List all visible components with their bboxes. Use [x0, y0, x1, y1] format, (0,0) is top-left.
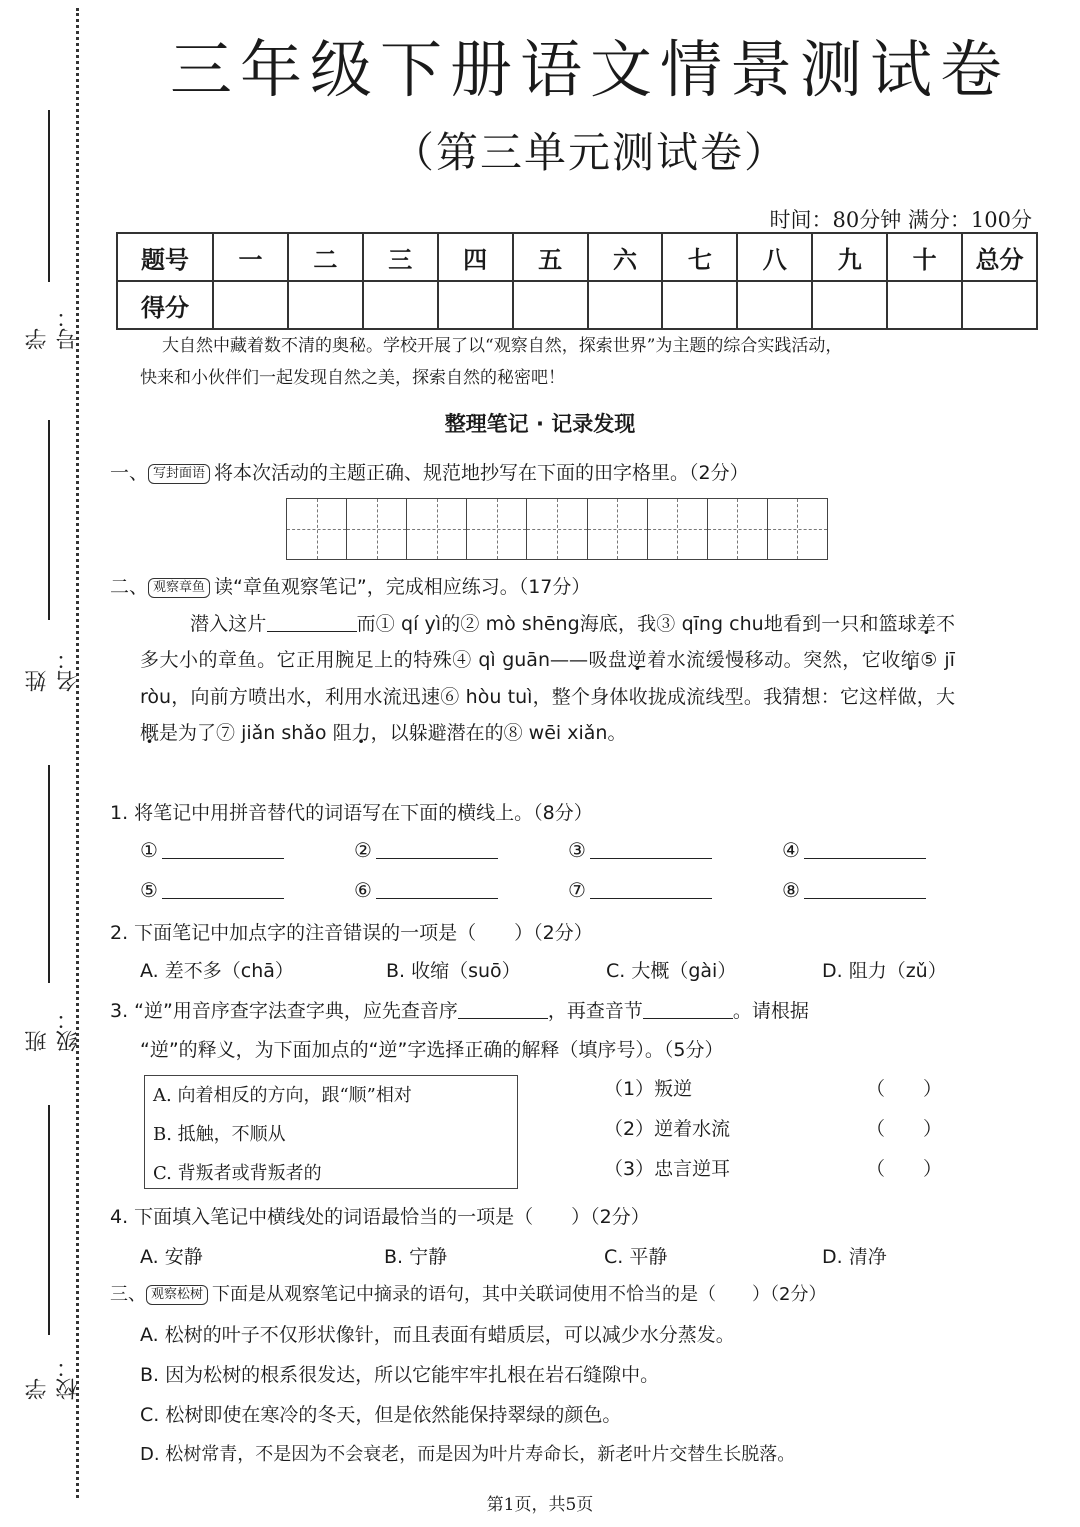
answer-blank[interactable]: [590, 878, 712, 899]
option-b[interactable]: B. 因为松树的根系很发达，所以它能牢牢扎根在岩石缝隙中。: [140, 1364, 660, 1386]
answer-mark: ④: [782, 838, 800, 862]
dotted-char: 逆: [627, 649, 648, 672]
question-tag: 观察松树: [146, 1285, 208, 1305]
grid-cell[interactable]: [287, 499, 347, 559]
definition-c: C. 背叛者或背叛者的: [153, 1163, 322, 1184]
score-header-cell: 五: [513, 233, 588, 281]
score-header-cell: 八: [737, 233, 812, 281]
question-1: [110, 458, 749, 485]
score-cell[interactable]: [812, 281, 887, 329]
sub-question-3-line-2: “逆”的释义，为下面加点的“逆”字选择正确的解释（填序号）。（5分）: [140, 1039, 724, 1061]
sub-question-4: 4. 下面填入笔记中横线处的词语最恰当的一项是（ ）（2分）: [110, 1206, 650, 1228]
page-footer: 第1页，共5页: [486, 1495, 594, 1515]
school-line: [48, 1105, 50, 1335]
answer-mark: ①: [140, 838, 158, 862]
question-number: 一、: [110, 462, 149, 484]
answer-mark: ②: [354, 838, 372, 862]
score-cell[interactable]: [288, 281, 363, 329]
answer-line[interactable]: [782, 838, 926, 862]
intro-line-1: 大自然中藏着数不清的奥秘。学校开展了以“观察自然，探索世界”为主题的综合实践活动，: [162, 336, 843, 356]
dotted-char: 力: [351, 722, 371, 745]
option-d[interactable]: D. 清净: [822, 1246, 887, 1268]
option-b[interactable]: B. 收缩（suō）: [386, 960, 521, 982]
question-number: 三、: [110, 1284, 146, 1305]
pinyin: jī ròu: [140, 649, 955, 708]
school-label: 学校：: [25, 1356, 81, 1400]
passage-text: 阻: [326, 722, 352, 745]
student-number-line: [48, 110, 50, 282]
grid-cell[interactable]: [467, 499, 527, 559]
dotted-char: 概: [140, 722, 160, 745]
option-c[interactable]: C. 大概（gài）: [606, 960, 737, 982]
score-row-label: 得分: [117, 281, 213, 329]
passage-blank[interactable]: [267, 611, 357, 632]
score-cell[interactable]: [363, 281, 438, 329]
score-cell[interactable]: [213, 281, 288, 329]
score-table-score-row: [117, 281, 1037, 329]
sub-question-3: [110, 996, 809, 1023]
score-cell[interactable]: [438, 281, 513, 329]
item-3: （3）忠言逆耳: [604, 1158, 731, 1180]
score-header-cell: 四: [438, 233, 513, 281]
question-tag: 观察章鱼: [148, 578, 210, 598]
dotted-char: 缩: [900, 649, 921, 672]
item-1: （1）叛逆: [604, 1078, 693, 1100]
answer-mark: ⑥: [354, 878, 372, 902]
option-b[interactable]: B. 宁静: [384, 1246, 448, 1268]
pinyin: mò shēng: [485, 613, 580, 635]
question-3: [110, 1280, 826, 1306]
passage-text: 潜入这片: [190, 613, 267, 635]
page-title: 三年级下册语文情景测试卷: [169, 33, 1010, 106]
answer-blank[interactable]: [162, 878, 284, 899]
grid-cell[interactable]: [527, 499, 587, 559]
class-line: [48, 765, 50, 983]
score-header-cell: 三: [363, 233, 438, 281]
grid-cell[interactable]: [768, 499, 827, 559]
passage-text: 海底，我③: [579, 613, 682, 635]
pinyin: qì guān: [478, 649, 550, 672]
answer-blank[interactable]: [458, 998, 548, 1019]
passage-text: 而①: [356, 613, 402, 635]
binding-dotted-line: [76, 8, 79, 1498]
question-text: 。请根据: [732, 1000, 809, 1022]
answer-blank[interactable]: [590, 838, 712, 859]
class-label: 班级：: [25, 1008, 81, 1052]
passage-text: ，向前方喷出水，利用水流迅速⑥: [171, 685, 466, 708]
answer-line[interactable]: [354, 838, 498, 862]
pinyin: hòu tuì: [465, 685, 533, 708]
answer-line[interactable]: [140, 838, 284, 862]
answer-mark: ⑤: [140, 878, 158, 902]
question-tag: 写封面语: [148, 464, 210, 484]
tianzige-writing-grid[interactable]: [286, 498, 828, 560]
passage-text: 地看到一只和篮球: [763, 613, 917, 635]
question-text: 读“章鱼观察笔记”，完成相应练习。（17分）: [214, 576, 591, 598]
sub-question-2: 2. 下面笔记中加点字的注音错误的一项是（ ）（2分）: [110, 922, 593, 944]
answer-line[interactable]: [140, 878, 284, 902]
answer-blank[interactable]: [376, 878, 498, 899]
passage-text: ，以躲避潜在的⑧: [370, 722, 529, 745]
pinyin: qīng chu: [681, 613, 764, 635]
score-header-cell: 一: [213, 233, 288, 281]
answer-mark: ⑧: [782, 878, 800, 902]
item-2: （2）逆着水流: [604, 1118, 731, 1140]
sub-question-1: 1. 将笔记中用拼音替代的词语写在下面的横线上。（8分）: [110, 802, 593, 824]
passage-text: ，整个身体收拢成流线型。我猜想：它这样做，大: [532, 685, 955, 708]
score-cell[interactable]: [962, 281, 1037, 329]
definition-box: [144, 1075, 518, 1189]
score-header-cell: 六: [588, 233, 663, 281]
section-heading: 整理笔记 · 记录发现: [444, 412, 636, 436]
answer-mark: ⑦: [568, 878, 586, 902]
answer-line[interactable]: [568, 878, 712, 902]
student-number-label: 学号：: [25, 306, 81, 350]
score-header-cell: 总分: [962, 233, 1037, 281]
score-cell[interactable]: [737, 281, 812, 329]
passage-text: 的②: [441, 613, 486, 635]
score-cell[interactable]: [887, 281, 962, 329]
grid-cell[interactable]: [708, 499, 768, 559]
score-header-cell: 九: [812, 233, 887, 281]
question-text: 下面是从观察笔记中摘录的语句，其中关联词使用不恰当的是（ ）（2分）: [212, 1284, 827, 1305]
score-header-cell: 十: [887, 233, 962, 281]
pinyin: wēi xiǎn: [528, 722, 608, 745]
passage-text: 不多大小的章鱼。它正用腕足上的特殊④: [140, 613, 955, 672]
definition-b: B. 抵触，不顺从: [153, 1124, 286, 1145]
question-2: [110, 572, 590, 599]
option-c[interactable]: C. 平静: [604, 1246, 668, 1268]
answer-blank[interactable]: [162, 838, 284, 859]
answer-blank[interactable]: [376, 838, 498, 859]
octopus-passage: [140, 606, 955, 752]
score-header-cell: 题号: [117, 233, 213, 281]
page-subtitle: （第三单元测试卷）: [391, 128, 788, 177]
question-text: ，再查音节: [547, 1000, 643, 1022]
answer-parentheses[interactable]: （ ）: [866, 1078, 943, 1100]
pinyin: qí yì: [401, 613, 442, 635]
passage-text: ——吸盘: [550, 649, 628, 672]
score-header-cell: 七: [662, 233, 737, 281]
name-label: 姓名：: [25, 648, 81, 692]
option-c[interactable]: C. 松树即使在寒冷的冬天，但是依然能保持翠绿的颜色。: [140, 1404, 622, 1426]
answer-blank[interactable]: [804, 838, 926, 859]
option-d[interactable]: D. 松树常青，不是因为不会衰老，而是因为叶片寿命长，新老叶片交替生长脱落。: [140, 1444, 796, 1465]
answer-parentheses[interactable]: （ ）: [866, 1118, 943, 1140]
dotted-char: 差: [916, 613, 936, 635]
passage-text: 着水流缓慢移动。突然，它收: [647, 649, 901, 672]
question-text: 将本次活动的主题正确、规范地抄写在下面的田字格里。（2分）: [214, 462, 749, 484]
score-table-header-row: [117, 233, 1037, 281]
intro-text: [140, 330, 960, 394]
question-text: 3. “逆”用音序查字法查字典，应先查音序: [110, 1000, 458, 1022]
option-a[interactable]: A. 安静: [140, 1246, 203, 1268]
definition-a: A. 向着相反的方向，跟“顺”相对: [153, 1085, 412, 1106]
passage-text: 是为了⑦: [159, 722, 242, 745]
answer-blank[interactable]: [804, 878, 926, 899]
question-number: 二、: [110, 576, 149, 598]
grid-cell[interactable]: [347, 499, 407, 559]
answer-parentheses[interactable]: （ ）: [866, 1158, 943, 1180]
intro-line-2: 快来和小伙伴们一起发现自然之美，探索自然的秘密吧！: [140, 368, 565, 388]
option-d[interactable]: D. 阻力（zǔ）: [822, 960, 947, 982]
answer-line[interactable]: [568, 838, 712, 862]
answer-line[interactable]: [782, 878, 926, 902]
answer-line[interactable]: [354, 878, 498, 902]
passage-text: 。: [607, 722, 627, 745]
score-cell[interactable]: [513, 281, 588, 329]
answer-mark: ③: [568, 838, 586, 862]
pinyin: jiǎn shǎo: [241, 722, 327, 745]
score-table: [116, 232, 1038, 330]
grid-cell[interactable]: [648, 499, 708, 559]
grid-cell[interactable]: [407, 499, 467, 559]
grid-cell[interactable]: [588, 499, 648, 559]
name-line: [48, 420, 50, 620]
option-a[interactable]: A. 松树的叶子不仅形状像针，而且表面有蜡质层，可以减少水分蒸发。: [140, 1324, 735, 1346]
score-cell[interactable]: [662, 281, 737, 329]
option-a[interactable]: A. 差不多（chā）: [140, 960, 294, 982]
score-cell[interactable]: [588, 281, 663, 329]
passage-text: ⑤: [920, 649, 945, 672]
answer-blank[interactable]: [643, 998, 733, 1019]
exam-meta: 时间：80分钟 满分：100分: [769, 208, 1032, 232]
score-header-cell: 二: [288, 233, 363, 281]
